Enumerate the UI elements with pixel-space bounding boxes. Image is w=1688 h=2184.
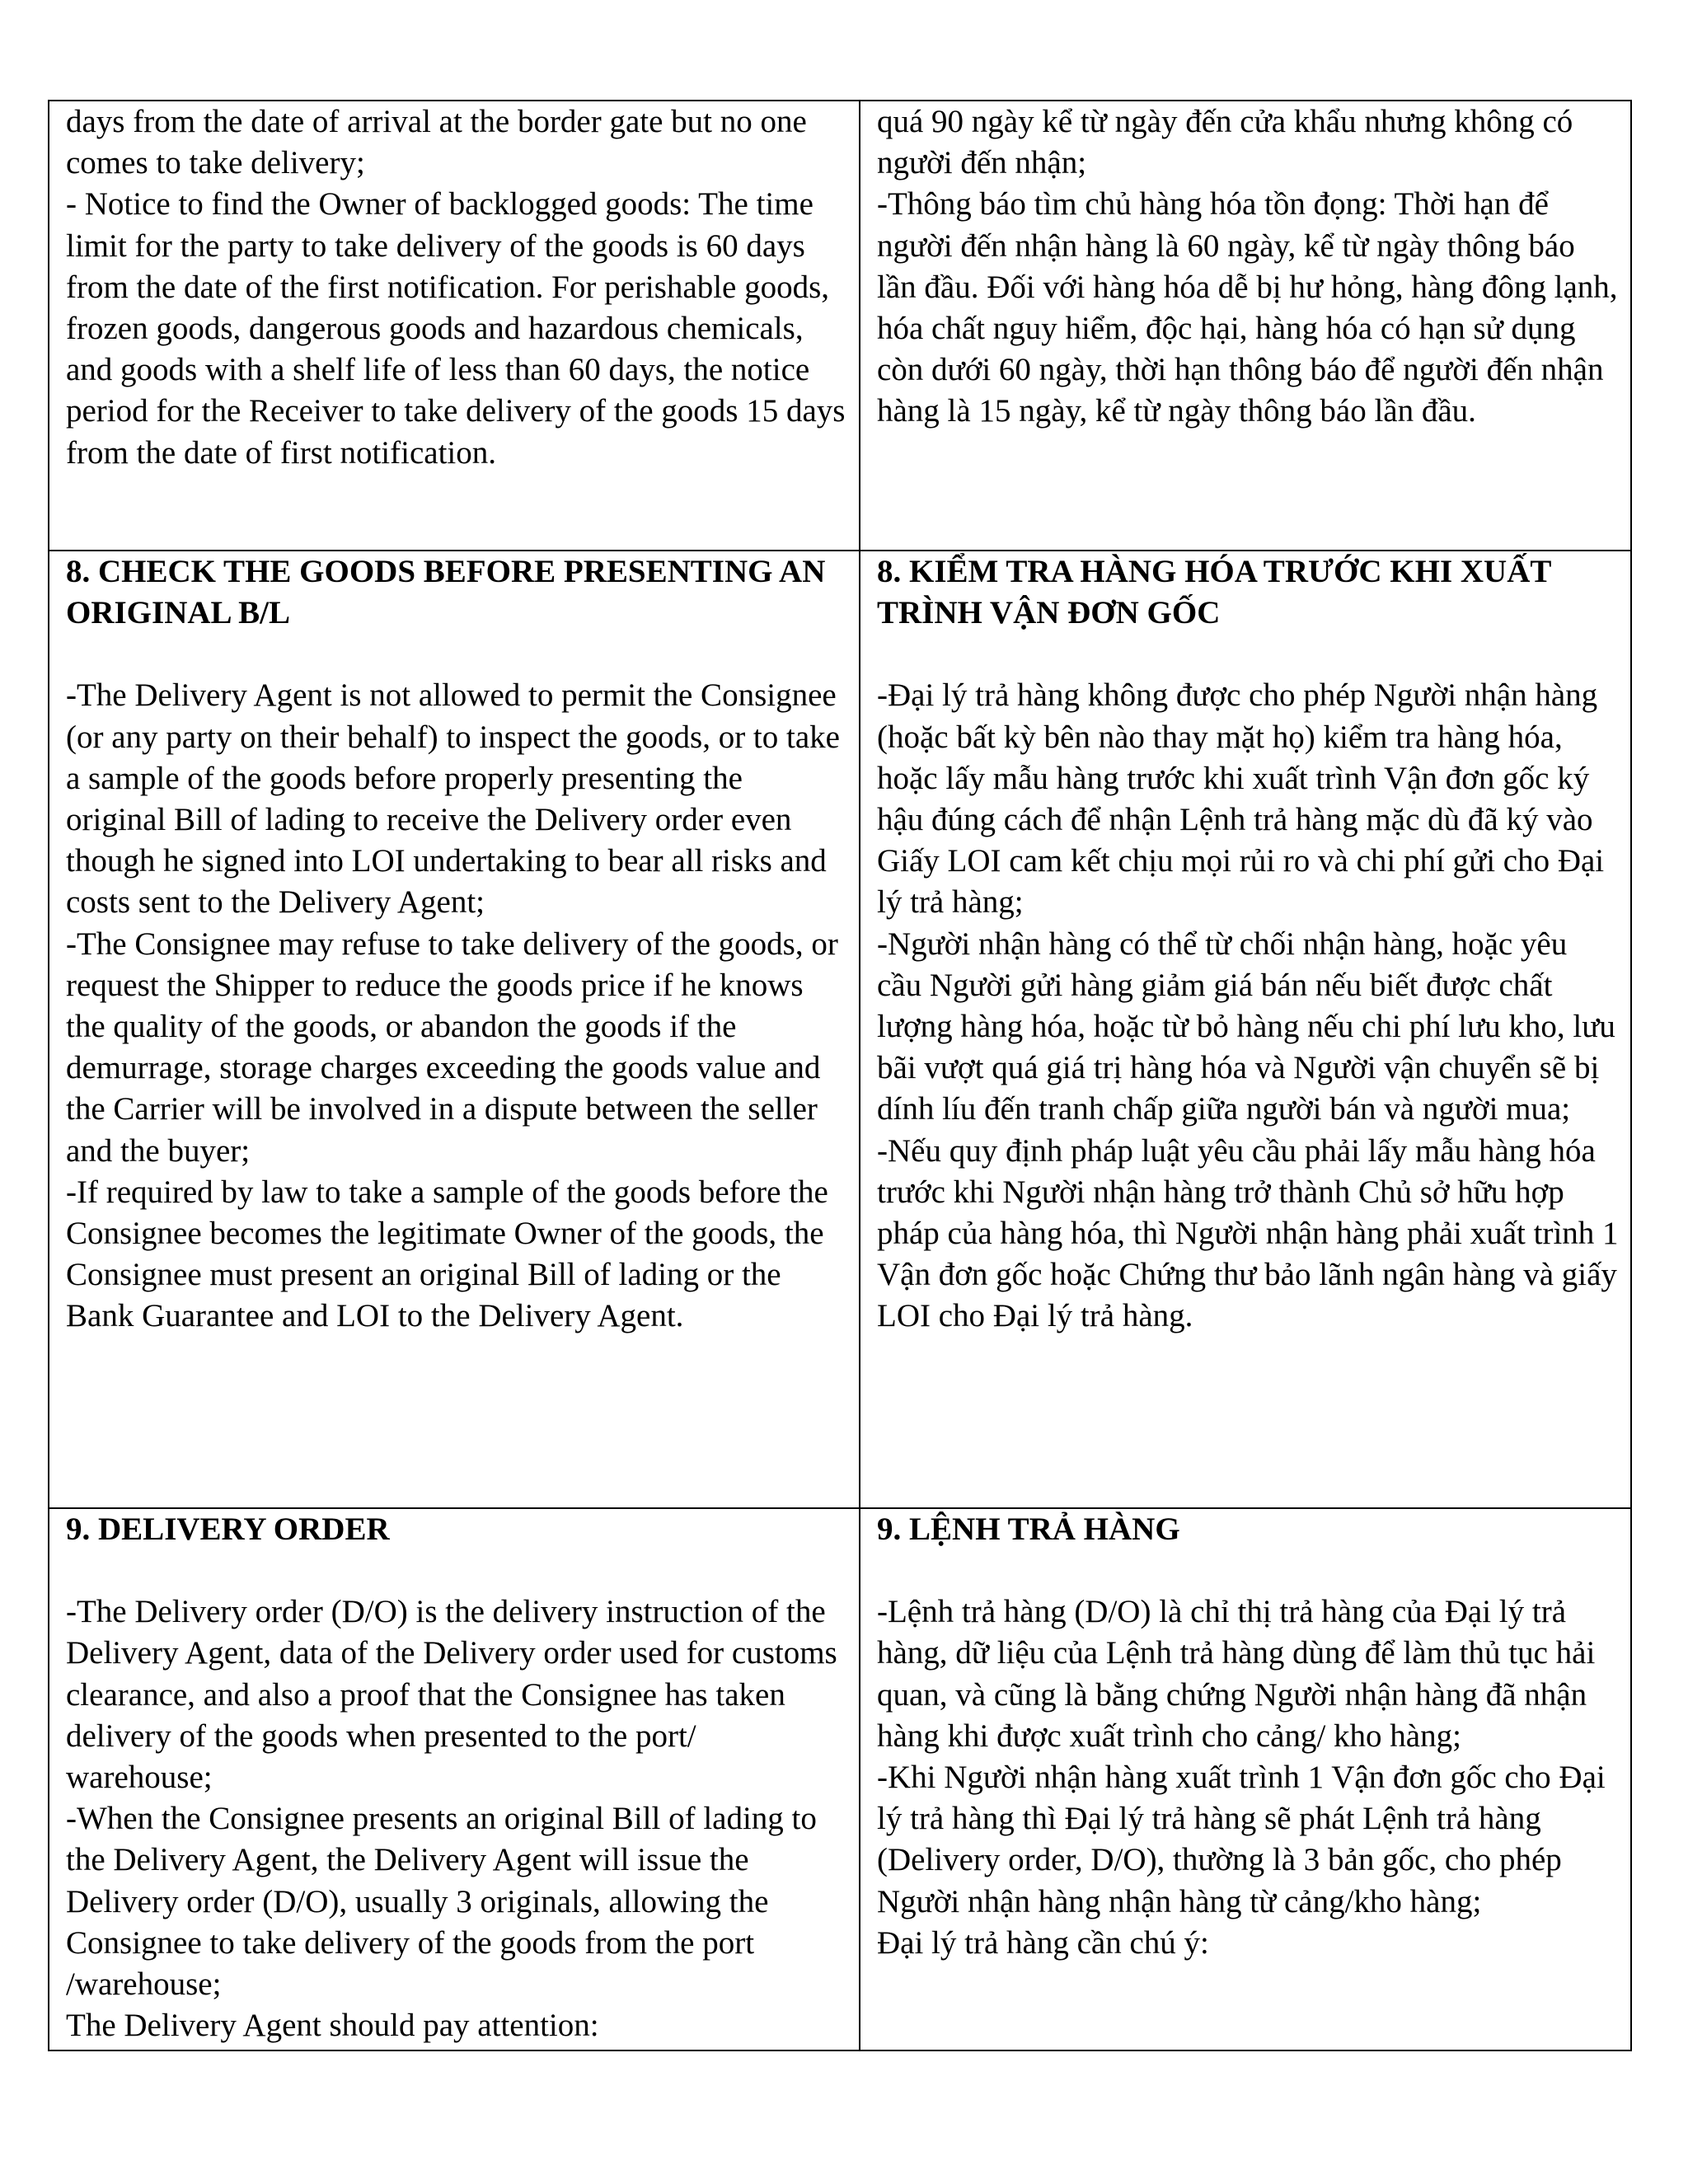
paragraph: quá 90 ngày kể từ ngày đến cửa khẩu nhưng không có người đến nhận;: [877, 104, 1573, 181]
english-cell: [49, 101, 860, 551]
paragraph: days from the date of arrival at the border gate but no one comes to take delivery;: [66, 104, 807, 181]
blank-line: [66, 1550, 847, 1591]
vietnamese-cell: [860, 1508, 1631, 2050]
paragraph: -Thông báo tìm chủ hàng hóa tồn đọng: Thời hạn để người đến nhận hàng là 60 ngày, kể từ ngày thông báo lần đầu. Đối với hàng hóa dễ bị hư hỏng, hàng đông lạnh, hóa chất nguy hiểm, độc hại, hàng hóa có hạn sử dụng còn dưới 60 ngày, thời hạn thông báo để người đến nhận hàng là 15 ngày, kể từ ngày thông báo lần đầu.: [877, 186, 1618, 429]
table-row: [49, 551, 1631, 1508]
english-cell: [49, 551, 860, 1508]
table-row: [49, 101, 1631, 551]
section-heading: 8. CHECK THE GOODS BEFORE PRESENTING AN ORIGINAL B/L: [66, 554, 826, 631]
paragraph: -The Consignee may refuse to take delivery of the goods, or request the Shipper to reduce the goods price if he knows the quality of the goods, or abandon the goods if the demurrage, storage charges exceeding the goods value and the Carrier will be involved in a dispute between the seller and the buyer;: [66, 926, 838, 1169]
paragraph: Đại lý trả hàng cần chú ý:: [877, 1924, 1209, 1961]
vietnamese-cell: [860, 551, 1631, 1508]
section-heading: 9. LỆNH TRẢ HÀNG: [877, 1511, 1180, 1547]
paragraph: - Notice to find the Owner of backlogged goods: The time limit for the party to take delivery of the goods is 60 days from the date of the first notification. For perishable goods, frozen goods, dangerous goods and hazardous chemicals, and goods with a shelf life of less than 60 days, the notice period for the Receiver to take delivery of the goods 15 days from the date of first notification.: [66, 186, 846, 471]
blank-line: [66, 634, 847, 675]
table-row: [49, 1508, 1631, 2050]
blank-line: [877, 1550, 1619, 1591]
paragraph: -Đại lý trả hàng không được cho phép Người nhận hàng (hoặc bất kỳ bên nào thay mặt họ) kiểm tra hàng hóa, hoặc lấy mẫu hàng trước khi xuất trình Vận đơn gốc ký hậu đúng cách để nhận Lệnh trả hàng mặc dù đã ký vào Giấy LOI cam kết chịu mọi rủi ro và chi phí gửi cho Đại lý trả hàng;: [877, 677, 1605, 921]
bilingual-terms-table: [48, 100, 1632, 2051]
english-cell: [49, 1508, 860, 2050]
paragraph: -The Delivery order (D/O) is the delivery instruction of the Delivery Agent, data of the Delivery order used for customs clearance, and also a proof that the Consignee has taken delivery of the goods when presented to the port/ warehouse;: [66, 1594, 837, 1796]
paragraph: -When the Consignee presents an original Bill of lading to the Delivery Agent, the Delivery Agent will issue the Delivery order (D/O), usually 3 originals, allowing the Consignee to take delivery of the goods from the port /warehouse;: [66, 1801, 817, 2003]
blank-line: [877, 634, 1619, 675]
paragraph: -The Delivery Agent is not allowed to permit the Consignee (or any party on their behalf) to inspect the goods, or to take a sample of the goods before properly presenting the original Bill of lading to receive the Delivery order even though he signed into LOI undertaking to bear all risks and costs sent to the Delivery Agent;: [66, 677, 840, 921]
section-heading: 9. DELIVERY ORDER: [66, 1511, 390, 1547]
paragraph: -Lệnh trả hàng (D/O) là chỉ thị trả hàng của Đại lý trả hàng, dữ liệu của Lệnh trả hàng dùng để làm thủ tục hải quan, và cũng là bằng chứng Người nhận hàng đã nhận hàng khi được xuất trình cho cảng/ kho hàng;: [877, 1594, 1596, 1754]
paragraph: -If required by law to take a sample of the goods before the Consignee becomes the legitimate Owner of the goods, the Consignee must present an original Bill of lading or the Bank Guarantee and LOI to the Delivery Agent.: [66, 1174, 828, 1334]
paragraph: The Delivery Agent should pay attention:: [66, 2008, 599, 2044]
section-heading: 8. KIỂM TRA HÀNG HÓA TRƯỚC KHI XUẤT TRÌNH VẬN ĐƠN GỐC: [877, 554, 1551, 631]
vietnamese-cell: [860, 101, 1631, 551]
paragraph: -Khi Người nhận hàng xuất trình 1 Vận đơn gốc cho Đại lý trả hàng thì Đại lý trả hàng sẽ phát Lệnh trả hàng (Delivery order, D/O), thường là 3 bản gốc, cho phép Người nhận hàng nhận hàng từ cảng/kho hàng;: [877, 1760, 1606, 1919]
paragraph: -Nếu quy định pháp luật yêu cầu phải lấy mẫu hàng hóa trước khi Người nhận hàng trở thành Chủ sở hữu hợp pháp của hàng hóa, thì Người nhận hàng phải xuất trình 1 Vận đơn gốc hoặc Chứng thư bảo lãnh ngân hàng và giấy LOI cho Đại lý trả hàng.: [877, 1132, 1619, 1334]
paragraph: -Người nhận hàng có thể từ chối nhận hàng, hoặc yêu cầu Người gửi hàng giảm giá bán nếu biết được chất lượng hàng hóa, hoặc từ bỏ hàng nếu chi phí lưu kho, lưu bãi vượt quá giá trị hàng hóa và Người vận chuyển sẽ bị dính líu đến tranh chấp giữa người bán và người mua;: [877, 926, 1615, 1127]
